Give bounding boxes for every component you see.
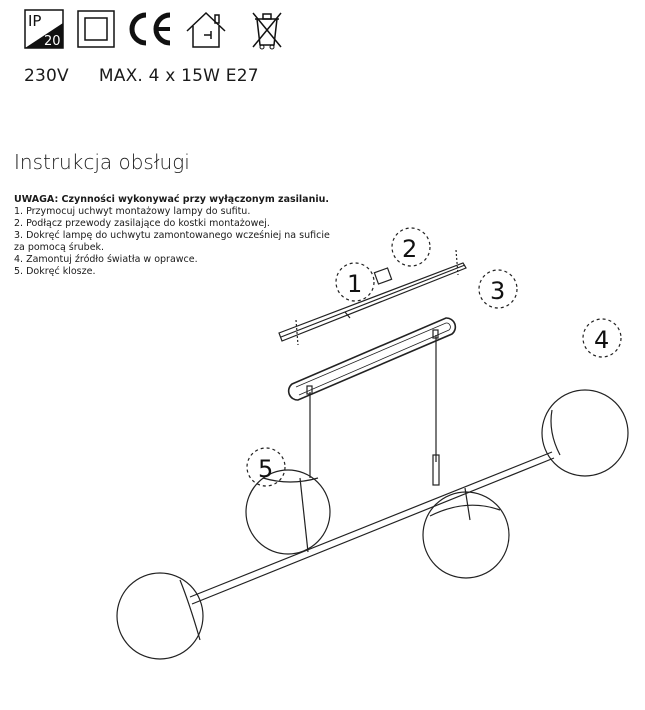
callout-4: 4 (594, 326, 610, 354)
svg-text:IP: IP (28, 12, 42, 30)
step-1: 1. Przymocuj uchwyt montażowy lampy do sufitu. (14, 206, 251, 217)
svg-text:20: 20 (44, 34, 61, 49)
step-3: 3. Dokręć lampę do uchwytu zamontowanego wcześniej na suficie (14, 230, 330, 241)
globe-top-right (542, 390, 628, 476)
callout-1: 1 (347, 270, 363, 298)
globe-middle (423, 492, 509, 578)
step-5: 5. Dokręć klosze. (14, 266, 96, 277)
globe-left-lower (117, 573, 203, 659)
step-2: 2. Podłącz przewody zasilające do kostki montażowej. (14, 218, 270, 229)
callout-2: 2 (402, 235, 418, 263)
warning-text: UWAGA: Czynności wykonywać przy wyłączonym zasilaniu. (14, 194, 329, 205)
max-power-text: MAX. 4 x 15W E27 (98, 66, 259, 86)
callout-3: 3 (490, 277, 506, 305)
ceiling-canopy (289, 318, 456, 400)
voltage-text: 230V (24, 66, 69, 86)
step-4: 4. Zamontuj źródło światła w oprawce. (14, 254, 198, 265)
manual-title: Instrukcja obsługi (14, 150, 190, 174)
callout-5: 5 (258, 455, 274, 483)
step-3-cont: za pomocą śrubek. (14, 242, 105, 253)
lamp-arm (190, 452, 554, 604)
